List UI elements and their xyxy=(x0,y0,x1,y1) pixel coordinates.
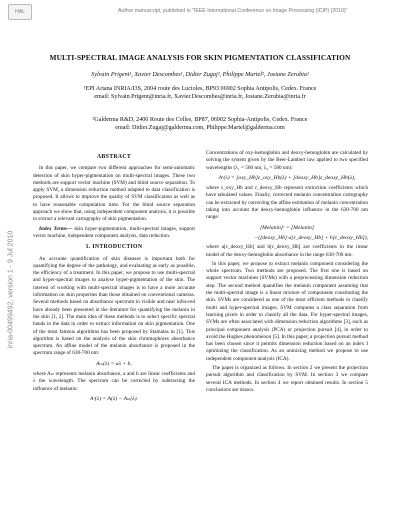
affiliation-1-address: ¹EPI Ariana INRIA/I3S, 2004 route des Lucioles, BP93 06902 Sophia Antipolis, Cedex. France xyxy=(83,86,317,92)
abstract-text: In this paper, we compare two different approaches for semi-automatic detection of skin hyper-pigmentation on multi-spectral images. These two methods are support vector machine (SVM) and blind source separation. To apply SVM, a dimension reduction method adapted to data classification is proposed. It allows to improve the quality of SVM classification as well as to have reasonable computation time. For the blind source separation approach we show that, using independent component analysis, it is possible to extract a relevant cartography of skin pigmentation. xyxy=(33,165,195,223)
left-column xyxy=(33,150,195,406)
affiliation-1-email: email: Sylvain.Prigent@inria.fr, Xavier.Descombes@inria.fr, Josiane.Zerubia@inria.fr xyxy=(94,94,306,101)
affiliation-2-email: email: Didier.Zugaj@galderma.com, Philippe.Martel@galderma.com xyxy=(115,125,285,132)
index-terms-text: skin hyper-pigmentation, multi-spectral images, support vector machine, independent component analysis, data reduction. xyxy=(33,225,195,239)
hal-logo[interactable]: HAL xyxy=(8,4,32,20)
equation-4-line-2: −([deoxy_Hb]·a[ε_deoxy_Hb] + b[ε_deoxy_Hb]), xyxy=(254,234,368,241)
equation-3: Aᶜ(λ) = [oxy_Hb]ε_oxy_Hb(λ) + [deoxy_Hb]ε_deoxy_Hb(λ), xyxy=(218,174,356,181)
publication-note: Author manuscript, published in "IEEE International Conference on Image Processing (ICIP) (2010)" xyxy=(118,8,348,14)
right-paragraph-2: where ε_oxy_Hb and ε_deoxy_Hb represent extinction coefficients which have tabulated values. Finally, corrected melanin concentration cartography can be extracted by correcting the affine estimation of melanin concentration taking into account the deoxy-hemoglobin influence in the 630-700 nm range: xyxy=(206,185,368,221)
index-terms-label: Index Terms— xyxy=(39,225,73,232)
equation-1: Aₘ(λ) = aλ + b, xyxy=(96,360,132,367)
author-list: Sylvain Prigent¹, Xavier Descombes¹, Didier Zugaj², Philippe Martel², Josiane Zerubia¹ xyxy=(91,71,309,78)
right-paragraph-3: where a[ε_deoxy_Hb] and b[ε_deoxy_Hb] are coefficients in the linear model of the deoxy-hemoglobin absorbance in the range 630-700 nm. xyxy=(206,244,368,258)
intro-paragraph-1: An accurate quantification of skin diseases is important both for quantifying the degree of the pathology, and evaluating as early as possible, the efficiency of a treatment. In this paper, we propose to use multi-spectral and hyper-spectral images to analyse hyper-pigmentation of the skin. The interest of working with multi-spectral images is to have a more accurate information on skin properties than those obtained on conventional cameras. Several methods based on absorbance spectrum in visible and near infra-red have already been presented in the literature for quantifying the melanin in the skin [1, 2]. The main idea of these methods is to select specific spectral bands in the data in order to extract information on skin pigmentation. One of the most famous algorithms has been proposed by Stamatas in [1]. This algorithm is based on the analysis of the skin chromophores absorbance spectrum. An affine model of the melanin absorbance is proposed in the spectrum range of 630-700 nm: xyxy=(33,255,195,357)
hal-identifier: inria-00499492, version 1 - 9 Jul 2010 xyxy=(7,230,15,349)
index-terms xyxy=(33,226,195,241)
right-paragraph-1: Concentrations of oxy-hemoglobin and deoxy-hemoglobin are calculated by solving the system given by the Beer-Lambert law applied to two specified wavelengths (λ₁ = 560 nm, λ₂ = 580 nm): xyxy=(206,150,368,171)
right-column xyxy=(206,150,368,396)
equation-2: Aᶜ(λ) = A(λ) − Aₘ(λ). xyxy=(90,395,138,402)
paper-title: MULTI-SPECTRAL IMAGE ANALYSIS FOR SKIN PIGMENTATION CLASSIFICATION xyxy=(49,53,351,62)
right-paragraph-5: The paper is organized as follows. In section 2 we present the projection pursuit algorithm and classification by SVM. In section 3 we compare several ICA methods. In section 4 we report obtained results. In section 5 conclusions are drawn. xyxy=(206,365,368,393)
affiliation-2 xyxy=(28,116,372,132)
equation-4-line-1: [Melanin]ᶜ = [Melanin] xyxy=(259,224,315,231)
affiliation-2-address: ²Galderma R&D, 2400 Route des Colles, BP87, 06902 Sophia-Antipolis, Cedex. France xyxy=(92,117,308,123)
abstract-heading: ABSTRACT xyxy=(97,154,131,160)
intro-paragraph-2: where Aₘ represents melanin absorbance, a and b are linear coefficients and λ the wavelength. The spectrum can be corrected by subtracting the influence of melanin: xyxy=(33,371,195,392)
hal-header xyxy=(0,0,400,22)
right-paragraph-4: In this paper, we propose to extract melanin component considering the whole spectrum. Two methods are proposed. The first one is based on support vector machines (SVMs) with a preprocessing dimension reduction step. The second method quantifies the melanin component assuming that the multi-spectral image is a linear mixture of components constituting the skin. SVMs are considered as one of the most efficient methods to classify multi and hyper-spectral images. SVM computes a class separation from learning pixels in order to classify all the data. For hyper-spectral images, SVMs are often associated with dimension reduction algorithms [3], such as principal component analysis (PCA) or projection pursuit [4], in order to avoid the Hughes phenomenon [5]. In this paper, a projection pursuit method has been chosen since it permits dimension reduction based on an index I optimizing the classification. As an unmixing method we propose to use independent component analysis (ICA). xyxy=(206,260,368,362)
affiliation-1 xyxy=(28,85,372,101)
introduction-heading: 1. INTRODUCTION xyxy=(85,244,143,251)
